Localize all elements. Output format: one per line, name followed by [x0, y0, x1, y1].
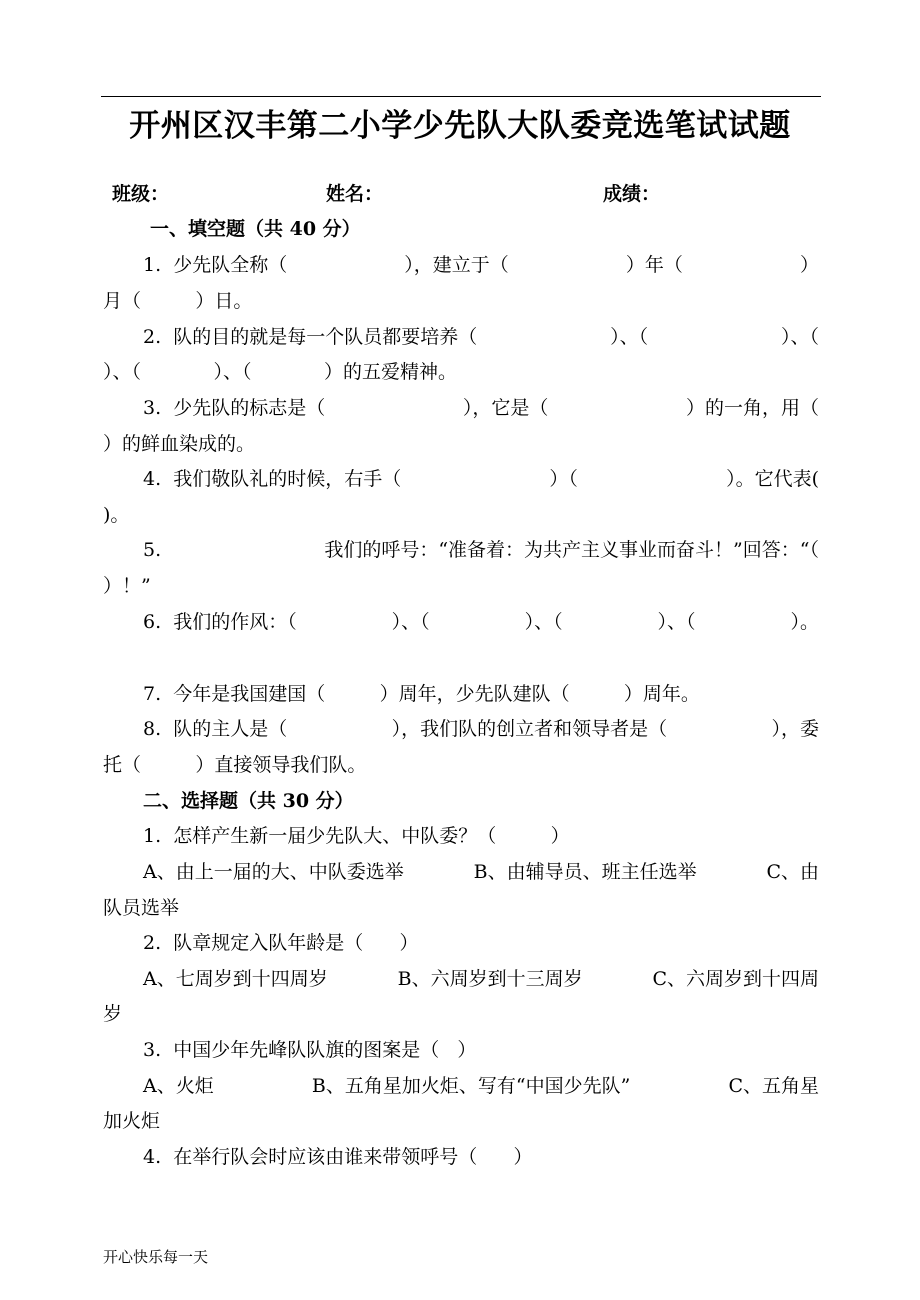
section1-heading: 一、填空题（共 40 分） [150, 218, 361, 240]
q1-part-d: ） [799, 254, 819, 276]
q1-part-c: ）年（ [625, 254, 683, 276]
q8-part-c: ），委 [771, 718, 819, 740]
q5-number: 5. [143, 539, 162, 561]
question-8-line2: 托（ ）直接领导我们队。 [103, 754, 367, 776]
choice-1-option-c-cont: 队员选举 [103, 897, 180, 919]
q3-part-a: 3. 少先队的标志是（ [143, 397, 326, 419]
choice-3-options [103, 1074, 819, 1098]
page-title: 开州区汉丰第二小学少先队大队委竞选笔试试题 [129, 108, 791, 144]
q6-part-c: ）、（ [524, 611, 563, 633]
q6-part-e: ）。 [790, 611, 819, 633]
footer-text: 开心快乐每一天 [103, 1248, 209, 1266]
question-5-line1 [103, 538, 819, 562]
score-label: 成绩： [603, 183, 661, 205]
choice-question-4: 4. 在举行队会时应该由谁来带领呼号（ ） [143, 1146, 533, 1168]
choice-2-option-c: C、六周岁到十四周 [652, 968, 819, 990]
q8-part-b: ），我们队的创立者和领导者是（ [391, 718, 668, 740]
q5-text: 我们的呼号：“准备着：为共产主义事业而奋斗！”回答：“（ [324, 539, 819, 561]
choice-2-option-c-cont: 岁 [103, 1003, 123, 1025]
choice-2-options [103, 967, 819, 991]
q6-part-b: ）、（ [391, 611, 430, 633]
choice-3-option-a: A、火炬 [143, 1075, 214, 1097]
q1-part-b: ），建立于（ [404, 254, 509, 276]
choice-1-option-a: A、由上一届的大、中队委选举 [143, 861, 404, 883]
choice-3-option-b: B、五角星加火炬、写有“中国少先队” [311, 1075, 631, 1097]
q2-part-c: ）、（ [780, 326, 819, 348]
choice-question-2: 2. 队章规定入队年龄是（ ） [143, 932, 419, 954]
question-5-line2: ）！” [103, 575, 151, 597]
q2-part-b: ）、（ [610, 326, 649, 348]
section2-heading: 二、选择题（共 30 分） [143, 790, 354, 812]
name-label: 姓名： [326, 183, 384, 205]
question-3-line1 [103, 396, 819, 420]
q4-part-c: ）。它代表( [726, 468, 819, 490]
choice-question-1: 1. 怎样产生新一届少先队大、中队委？（ ） [143, 825, 570, 847]
q4-part-a: 4. 我们敬队礼的时候，右手（ [143, 468, 402, 490]
question-4-line2: )。 [103, 504, 130, 526]
q3-part-b: ），它是（ [462, 397, 549, 419]
choice-1-option-c: C、由 [766, 861, 819, 883]
question-2-line1 [103, 325, 819, 349]
choice-2-option-b: B、六周岁到十三周岁 [397, 968, 583, 990]
q3-part-c: ）的一角，用（ [685, 397, 819, 419]
header-rule [101, 96, 821, 97]
choice-2-option-a: A、七周岁到十四周岁 [143, 968, 328, 990]
question-1-line1 [103, 253, 819, 277]
choice-1-option-b: B、由辅导员、班主任选举 [473, 861, 697, 883]
question-3-line2: ）的鲜血染成的。 [103, 433, 256, 455]
class-label: 班级： [112, 183, 170, 205]
q2-part-a: 2. 队的目的就是每一个队员都要培养（ [143, 326, 478, 348]
q6-part-a: 6. 我们的作风：（ [143, 611, 297, 633]
q4-part-b: ）（ [549, 468, 578, 490]
question-7: 7. 今年是我国建国（ ）周年，少先队建队（ ）周年。 [143, 683, 700, 705]
choice-3-option-c-cont: 加火炬 [103, 1110, 161, 1132]
choice-1-options [103, 860, 819, 884]
question-8-line1 [103, 717, 819, 741]
q6-part-d: ）、（ [657, 611, 696, 633]
q8-part-a: 8. 队的主人是（ [143, 718, 288, 740]
choice-3-option-c: C、五角星 [728, 1075, 819, 1097]
question-2-line2: ）、（ ）、（ ）的五爱精神。 [103, 361, 457, 383]
question-4-line1 [103, 467, 819, 491]
q1-part-a: 1. 少先队全称（ [143, 254, 288, 276]
choice-question-3: 3. 中国少年先峰队队旗的图案是（ ） [143, 1039, 477, 1061]
question-6 [103, 610, 819, 634]
question-1-line2: 月（ ）日。 [103, 290, 253, 312]
